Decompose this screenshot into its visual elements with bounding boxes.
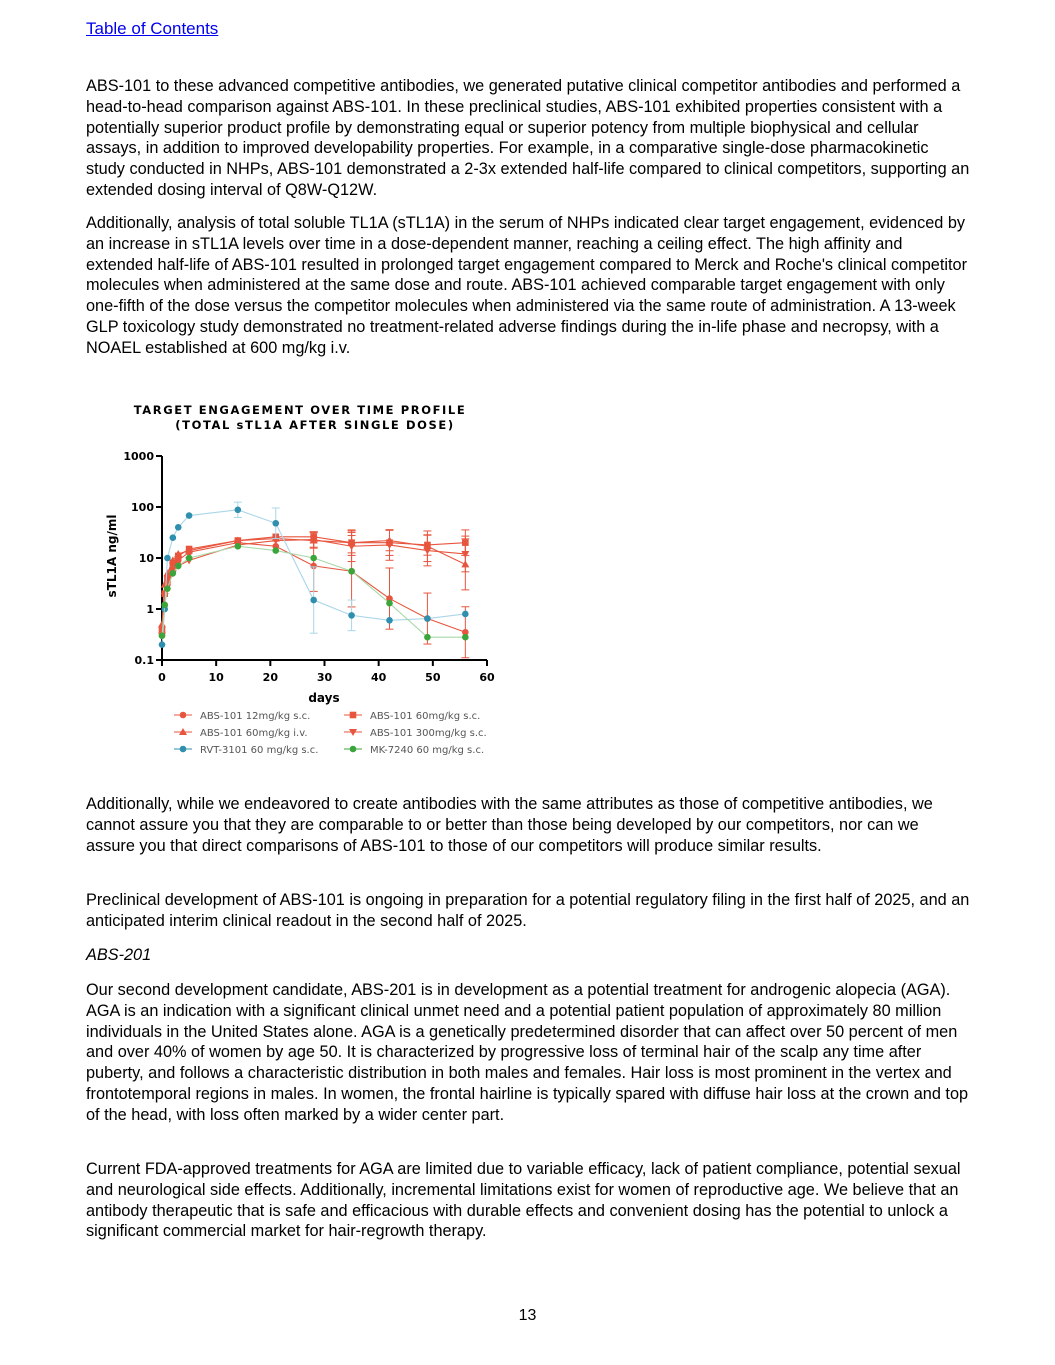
- data-point: [272, 520, 279, 527]
- data-point: [159, 641, 166, 648]
- data-point: [235, 507, 242, 514]
- legend-item: [344, 728, 487, 739]
- data-point: [170, 570, 177, 577]
- x-axis-label: days: [308, 691, 340, 705]
- y-tick-label: 1000: [123, 450, 154, 463]
- legend-item: [174, 711, 310, 722]
- data-point: [175, 563, 182, 570]
- paragraph-target-engagement: Additionally, analysis of total soluble TL1A (sTL1A) in the serum of NHPs indicated clear target engagement, evidenced by an increase in sTL1A levels over time in a dose-dependent manner, reaching a ceiling effect. The high affinity and extended half-life of ABS-101 resulted in prolonged target engagement compared to Merck and Roche's clinical competitor molecules when administered at the same dose and route. ABS-101 achieved comparable target engagement with only one-fifth of the dose versus the competitor molecules when administered via the same route of administration. A 13-week GLP toxicology study demonstrated no treatment-related adverse findings during the in-life phase and necropsy, with a NOAEL established at 600 mg/kg i.v.: [86, 214, 967, 357]
- paragraph-disclaimer: Additionally, while we endeavored to create antibodies with the same attributes as those of competitive antibodies, we cannot assure you that they are comparable to or better than those being developed by our competitors, nor can we assure you that direct comparisons of ABS-101 to those of our competitors will produce similar results.: [86, 795, 933, 855]
- paragraph-abs-201-aga: Our second development candidate, ABS-201 is in development as a potential treatment for androgenic alopecia (AGA). AGA is an indication with a significant clinical unmet need and a potential patient population of approximately 80 million individuals in the United States alone. AGA is a genetically predetermined disorder that can affect over 50 percent of men and over 40% of women by age 50. It is characterized by progressive loss of terminal hair of the scalp any time after puberty, and follows a characteristic distribution in both males and females. Hair loss is most prominent in the vertex and frontotemporal regions in males. In women, the frontal hairline is typically spared with diffuse hair loss at the crown and top of the head, with loss often marked by a wider center part.: [86, 981, 969, 1124]
- legend-label: ABS-101 12mg/kg s.c.: [200, 711, 311, 722]
- data-point: [386, 600, 393, 607]
- data-point: [175, 524, 182, 531]
- legend-label: ABS-101 300mg/kg s.c.: [370, 728, 487, 739]
- chart-title: TARGET ENGAGEMENT OVER TIME PROFILE: [133, 403, 467, 417]
- paragraph-current-treatments: Current FDA-approved treatments for AGA are limited due to variable efficacy, lack of patient compliance, potential sexual and neurological side effects. Additionally, incremental limitations exist for women of reproductive age. We believe that an antibody therapeutic that is safe and efficacious with durable effects and convenient dosing has the potential to unlock a significant commercial market for hair-regrowth therapy.: [86, 1160, 961, 1241]
- data-point: [462, 611, 469, 618]
- legend-marker: [350, 746, 357, 753]
- data-point: [272, 547, 279, 554]
- data-point: [164, 555, 171, 562]
- data-point: [462, 634, 469, 641]
- paragraph-development-timeline: Preclinical development of ABS-101 is ongoing in preparation for a potential regulatory filing in the first half of 2025, and an anticipated interim clinical readout in the second half of 2025.: [86, 891, 970, 930]
- legend-label: MK-7240 60 mg/kg s.c.: [370, 745, 485, 756]
- y-axis-label: sTL1A ng/ml: [105, 514, 119, 598]
- y-tick-label: 1: [146, 603, 154, 616]
- x-tick-label: 60: [479, 671, 495, 684]
- y-tick-label: 100: [131, 501, 154, 514]
- target-engagement-chart: [100, 398, 510, 768]
- x-tick-label: 30: [316, 671, 333, 684]
- legend-label: ABS-101 60mg/kg s.c.: [370, 711, 481, 722]
- data-point: [461, 551, 469, 558]
- data-point: [424, 615, 431, 622]
- series-5: [159, 502, 469, 648]
- legend-label: ABS-101 60mg/kg i.v.: [200, 728, 308, 739]
- data-point: [164, 585, 171, 592]
- data-point: [186, 555, 193, 562]
- data-point: [186, 512, 193, 519]
- data-point: [424, 634, 431, 641]
- legend-item: [344, 711, 480, 722]
- data-point: [310, 555, 317, 562]
- x-tick-label: 40: [371, 671, 387, 684]
- data-point: [386, 617, 393, 624]
- legend-marker: [180, 712, 187, 719]
- x-tick-label: 50: [425, 671, 441, 684]
- data-point: [159, 632, 166, 639]
- legend-marker: [180, 746, 187, 753]
- x-tick-label: 20: [262, 671, 278, 684]
- data-point: [158, 620, 166, 627]
- data-point: [348, 543, 356, 550]
- data-point: [235, 543, 242, 550]
- legend-marker: [350, 712, 357, 719]
- paragraph-competitor-comparison: ABS-101 to these advanced competitive antibodies, we generated putative clinical competitor antibodies and performed a head-to-head comparison against ABS-101. In these preclinical studies, ABS-101 exhibited properties consistent with a potentially superior product profile by demonstrating equal or superior potency from multiple biophysical and cellular assays, in addition to improved developability properties. For example, in a comparative single-dose pharmacokinetic study conducted in NHPs, ABS-101 demonstrated a 2-3x extended half-life compared to clinical competitors, supporting an extended dosing interval of Q8W-Q12W.: [86, 77, 970, 199]
- data-point: [170, 534, 177, 541]
- page-number: 13: [518, 1307, 537, 1324]
- data-point: [161, 602, 168, 609]
- x-tick-label: 10: [208, 671, 224, 684]
- data-point: [348, 568, 355, 575]
- legend-item: [344, 745, 484, 756]
- y-tick-label: 0.1: [134, 654, 154, 667]
- legend-item: [174, 745, 318, 756]
- data-point: [310, 597, 317, 604]
- table-of-contents-link[interactable]: Table of Contents: [86, 19, 219, 38]
- section-heading-abs-201: ABS-201: [86, 946, 152, 964]
- y-tick-label: 10: [138, 552, 154, 565]
- legend-item: [174, 728, 308, 739]
- legend-label: RVT-3101 60 mg/kg s.c.: [200, 745, 319, 756]
- chart-subtitle: (TOTAL sTL1A AFTER SINGLE DOSE): [175, 418, 455, 432]
- data-point: [348, 612, 355, 619]
- x-tick-label: 0: [158, 671, 166, 684]
